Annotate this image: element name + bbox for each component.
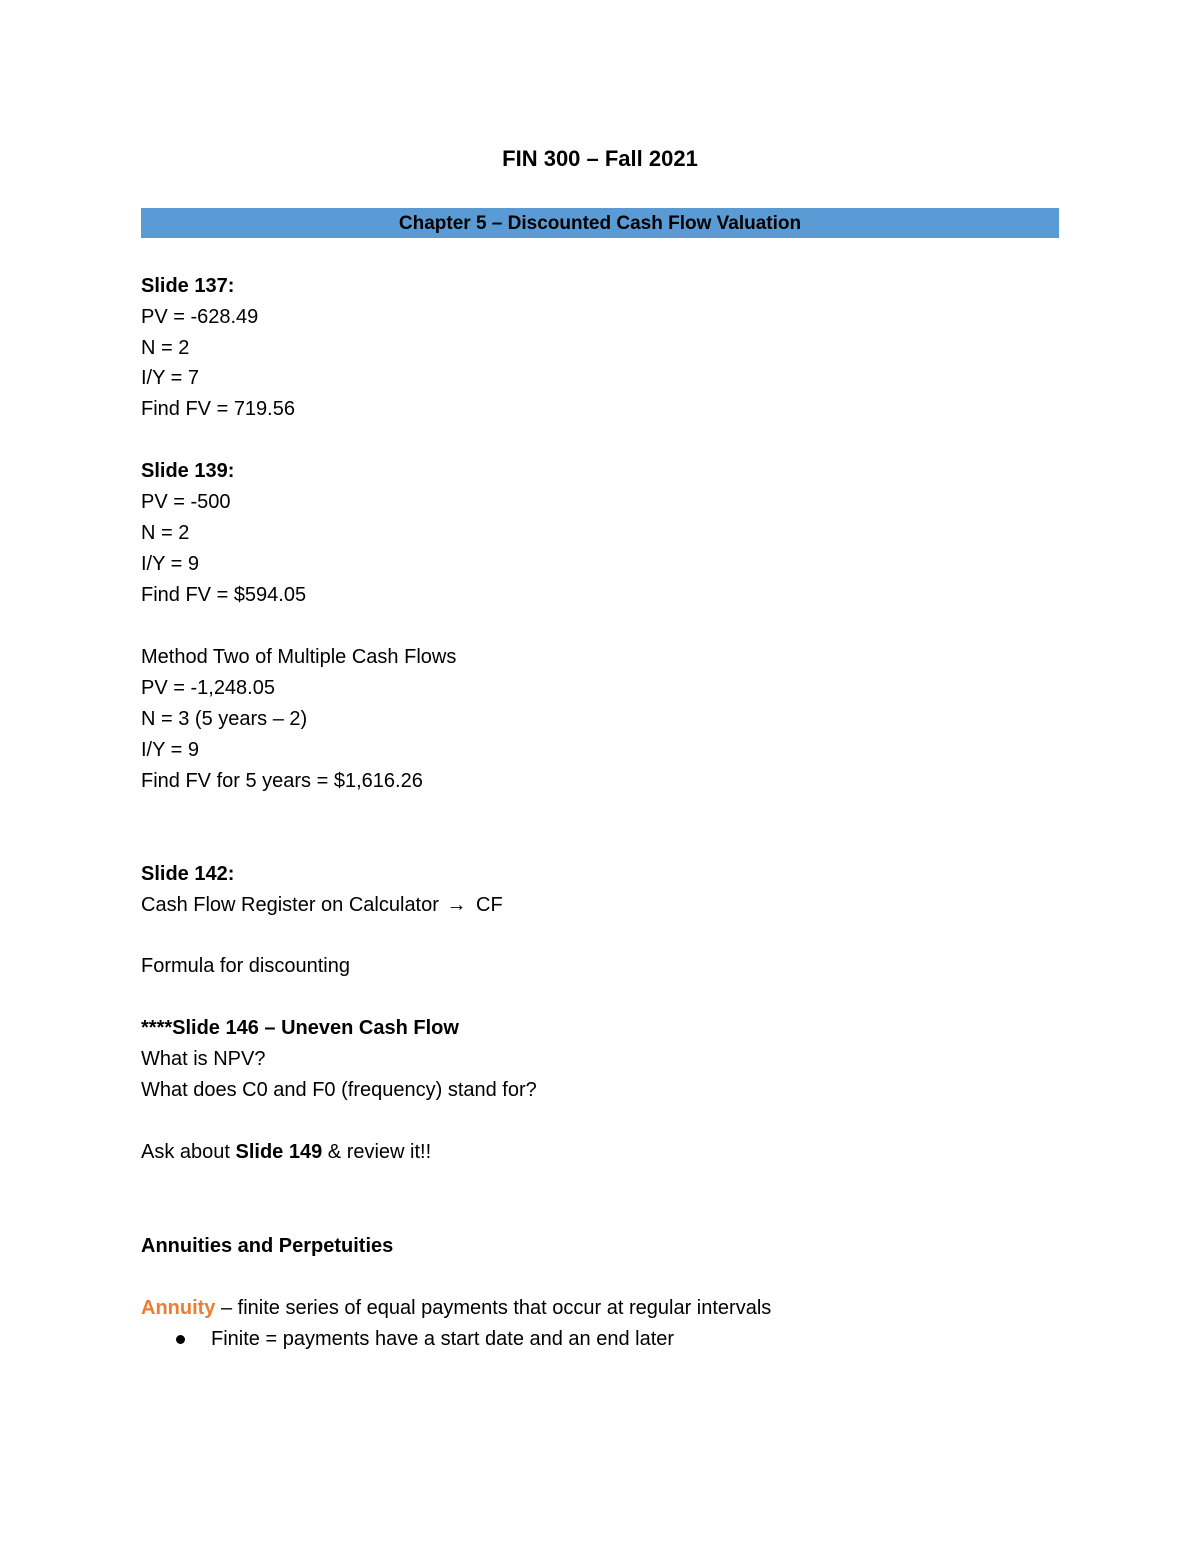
method-two-line: I/Y = 9 bbox=[141, 739, 200, 761]
slide-137-line: PV = -628.49 bbox=[141, 306, 259, 328]
right-arrow-icon: → bbox=[446, 894, 467, 916]
annuities-heading: Annuities and Perpetuities bbox=[141, 1235, 394, 1257]
cash-flow-register-line bbox=[141, 890, 503, 920]
slide-146-heading: ****Slide 146 – Uneven Cash Flow bbox=[141, 1017, 459, 1039]
method-two-line: N = 3 (5 years – 2) bbox=[141, 708, 308, 730]
ask-line bbox=[141, 1137, 431, 1167]
slide-139-line: PV = -500 bbox=[141, 491, 231, 513]
annuity-term: Annuity bbox=[141, 1297, 216, 1319]
slide-139-line: Find FV = $594.05 bbox=[141, 584, 307, 606]
slide-137-line: N = 2 bbox=[141, 337, 190, 359]
ask-line-prefix: Ask about bbox=[141, 1141, 236, 1163]
cash-flow-register-target: CF bbox=[476, 894, 503, 916]
method-two-heading: Method Two of Multiple Cash Flows bbox=[141, 646, 457, 668]
method-two-line: Find FV for 5 years = $1,616.26 bbox=[141, 770, 423, 792]
slide-137-line: I/Y = 7 bbox=[141, 367, 200, 389]
annuity-definition-line bbox=[141, 1293, 771, 1323]
cash-flow-register-text: Cash Flow Register on Calculator bbox=[141, 894, 439, 916]
chapter-banner: Chapter 5 – Discounted Cash Flow Valuation bbox=[141, 208, 1059, 238]
annuity-bullet-item: Finite = payments have a start date and an end later bbox=[211, 1328, 675, 1350]
slide-146-line: What does C0 and F0 (frequency) stand for? bbox=[141, 1079, 537, 1101]
slide-142-heading: Slide 142: bbox=[141, 863, 235, 885]
slide-146-line: What is NPV? bbox=[141, 1048, 266, 1070]
formula-line: Formula for discounting bbox=[141, 955, 350, 977]
method-two-line: PV = -1,248.05 bbox=[141, 677, 275, 699]
document-title: FIN 300 – Fall 2021 bbox=[502, 146, 698, 171]
slide-139-line: N = 2 bbox=[141, 522, 190, 544]
slide-137-heading: Slide 137: bbox=[141, 275, 235, 297]
annuity-definition: – finite series of equal payments that occur at regular intervals bbox=[215, 1297, 772, 1319]
slide-139-line: I/Y = 9 bbox=[141, 553, 200, 575]
slide-139-heading: Slide 139: bbox=[141, 460, 235, 482]
bullet-icon bbox=[176, 1335, 185, 1344]
ask-line-suffix: & review it!! bbox=[322, 1141, 432, 1163]
ask-line-slide-ref: Slide 149 bbox=[235, 1141, 323, 1163]
slide-137-line: Find FV = 719.56 bbox=[141, 398, 295, 420]
